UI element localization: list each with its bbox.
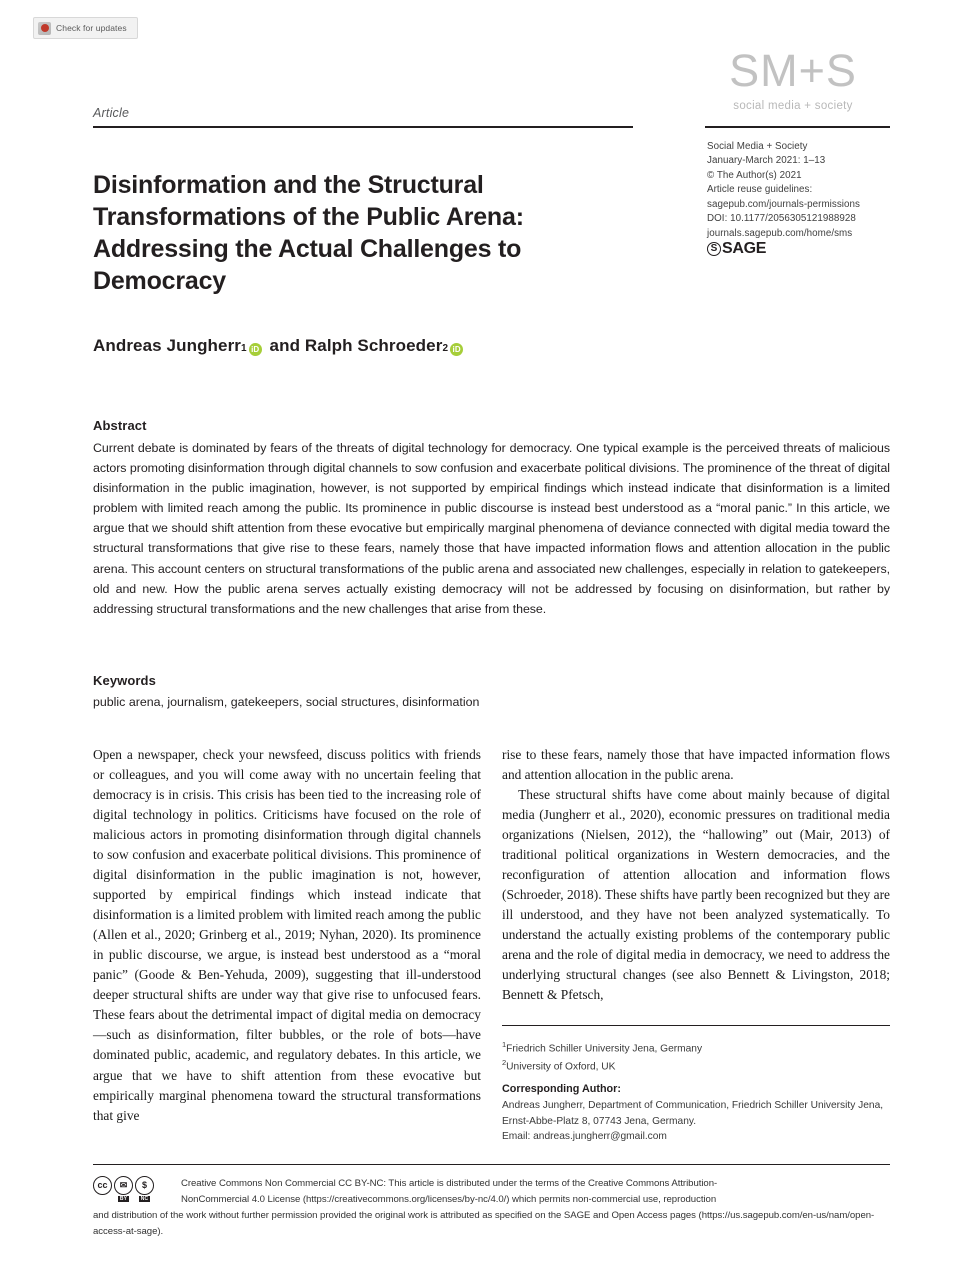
metadata-reuse-label: Article reuse guidelines: [707,184,813,196]
sage-mark-icon: S [707,242,721,256]
cc-by-icon: ✉ [114,1176,133,1195]
check-for-updates-label: Check for updates [56,23,127,33]
license-line-3: and distribution of the work without further permission provided the original work is attributed as specified on the SAGE and Open Access pages [93,1210,696,1221]
cc-nc-icon: $ [135,1176,154,1195]
footer-rule [93,1164,890,1165]
corresponding-author-address: Andreas Jungherr, Department of Communication, Friedrich Schiller University Jena, Ernst-Abbe-Platz 8, 07743 Jena, Germany. [502,1100,884,1127]
affiliation-marker-2: 2 [502,1057,507,1067]
body-paragraph: Open a newspaper, check your newsfeed, discuss politics with friends or colleagues, and you will come away with no uncertain feeling that democracy is in crisis. This crisis has been tied to the increasing role of digital technology in politics. Criticisms have focused on the role of malicious actors in promoting disinformation through digital channels to sow confusion and exacerbate political divisions. This prominence of digital disinformation in the public imagination is not, however, supported by empirical findings which instead indicate that disinformation is a limited problem with limited reach among the public (Allen et al., 2020; Grinberg et al., 2019; Nyhan, 2020). Its prominence in public discourse, we argue, is instead best understood as a “moral panic” (Goode & Ben-Yehuda, 2009), suggesting that ill-understood deeper structural shifts are under way that give rise to unfocused fears. These fears about the detrimental impact of digital media on democracy—such as disinformation, filter bubbles, or the role of bots—have dominated public, academic, and regulatory debates. In this article, we argue that we have to shift attention from these evocative but empirically marginal phenomena toward the structural transformations that give [93,747,481,1123]
body-column-left [93,745,481,1126]
abstract-text: Current debate is dominated by fears of the threats of digital technology for democracy. One typical example is the perceived threats of malicious actors promoting disinformation through digital channels to sow confusion and exacerbate political divisions. The prominence of the threat of digital disinformation in the public imagination, however, is not supported by empirical findings which instead indicate that disinformation is a limited problem with limited reach among the public. Its prominence in public discourse is instead best understood as a “moral panic.” In this article, we argue that we should shift attention from these evocative but empirically marginal phenomena of deviance connected with digital media toward the structural transformations that give rise to these fears, namely those that have impacted information flows and attention allocation in the public arena. This account centers on structural transformations of the public arena and associated new challenges, especially in relation to gatekeepers, old and new. How the public arena serves actually existing democracy will not be addressed by focusing on disinformation, but rather by addressing structural transformations and the new challenges that arise from these. [93,441,890,616]
author-list [93,336,466,356]
sage-publisher-logo [707,240,766,258]
body-paragraph: rise to these fears, namely those that have impacted information flows and attention allocation in the public arena. [502,747,890,783]
abstract-section [93,418,890,619]
author-name-1: Andreas Jungherr [93,336,242,355]
metadata-issue: January-March 2021: 1–13 [707,155,826,167]
header-rule-right [705,126,890,128]
cc-by-badge [114,1176,133,1202]
author-affiliation-marker-2: 2 [442,343,449,354]
license-text-upper [181,1176,890,1207]
author-affiliation-marker-1: 1 [241,343,247,354]
affiliation-text-1: Friedrich Schiller University Jena, Germany [506,1043,703,1055]
metadata-journal: Social Media + Society [707,141,808,152]
license-text-lower [93,1208,890,1239]
header-rule-left [93,126,633,128]
keywords-text: public arena, journalism, gatekeepers, social structures, disinformation [93,695,480,709]
creative-commons-badges[interactable] [93,1176,154,1202]
affiliation-item [502,1057,902,1075]
author-conjunction: and [269,336,301,355]
license-line-4: (https://us.sagepub.com/en-us/nam/open-access-at-sage). [93,1210,875,1237]
article-metadata [707,140,907,241]
affiliation-marker-1: 1 [502,1040,507,1049]
keywords-section [93,673,890,713]
footnote-rule [502,1025,890,1026]
journal-logo-subtitle: social media + society [733,100,853,112]
metadata-doi[interactable]: DOI: 10.1177/2056305121988928 [707,213,856,225]
keywords-heading: Keywords [93,673,156,688]
orcid-icon-2[interactable]: iD [450,343,463,356]
sage-publisher-name: SAGE [722,240,767,257]
article-type-label: Article [93,106,130,120]
body-column-right [502,745,890,1005]
page-title: Disinformation and the Structural Transformations of the Public Arena: Addressing the Actual Challenges to Democracy [93,170,524,295]
metadata-home-url[interactable]: journals.sagepub.com/home/sms [707,227,853,239]
metadata-reuse-url[interactable]: sagepub.com/journals-permissions [707,198,860,210]
orcid-icon-1[interactable]: iD [249,343,262,356]
author-name-2: Ralph Schroeder [304,336,443,355]
cc-by-label: BY [119,1196,128,1202]
license-line-1: Creative Commons Non Commercial CC BY-NC: This article is distributed under the terms of the Creative Commons Attribution- [181,1178,718,1189]
corresponding-author-heading: Corresponding Author: [502,1083,621,1095]
affiliation-text-2: University of Oxford, UK [506,1061,616,1073]
abstract-heading: Abstract [93,418,147,433]
affiliations [502,1039,902,1074]
affiliation-item [502,1039,902,1057]
corresponding-author-email[interactable]: Email: andreas.jungherr@gmail.com [502,1131,667,1142]
cc-nc-label: NC [140,1196,149,1202]
cc-logo-icon: cc [93,1176,112,1195]
journal-masthead [693,45,893,112]
body-paragraph: These structural shifts have come about mainly because of digital media (Jungherr et al., 2020), economic pressures on traditional media organizations (Nielsen, 2012), the “hallowing” out (Mair, 2013) of traditional political organizations in Western democracies, and the reconfiguration of attention allocation and information flows (Schroeder, 2018). These shifts have partly been recognized but they are ill understood, and they have not been analyzed systematically. To understand the actually existing problems of the contemporary public arena and the role of digital media in democracy, we need to address the underlying structural changes (see also Bennett & Livingston, 2018; Bennett & Pfetsch, [502,787,890,1003]
crossmark-icon [38,22,51,35]
corresponding-author-block [502,1098,902,1145]
check-for-updates-badge[interactable] [33,17,138,39]
cc-nc-badge [135,1176,154,1202]
metadata-copyright: © The Author(s) 2021 [707,169,802,181]
journal-logo: SM+S [729,45,857,96]
license-line-2: NonCommercial 4.0 License (https://creativecommons.org/licenses/by-nc/4.0/) which permits non-commercial use, reproduction [181,1193,717,1205]
